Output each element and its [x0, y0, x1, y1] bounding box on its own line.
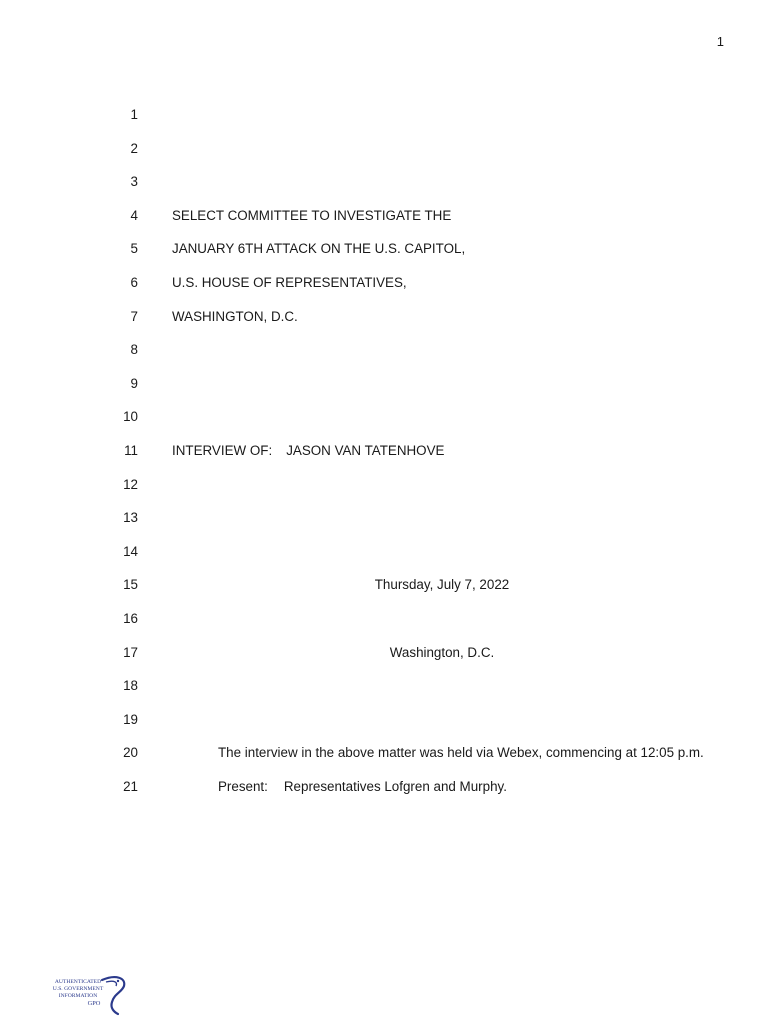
line-number: 9 [130, 375, 138, 391]
line-number: 20 [123, 745, 138, 761]
line-number: 14 [123, 543, 138, 559]
present-line [218, 776, 507, 798]
line-number: 8 [130, 342, 138, 358]
line-number: 1 [130, 107, 138, 122]
logo-text-4: GPO [87, 1000, 101, 1007]
transcript-line-6 [0, 272, 768, 306]
transcript-line-14 [0, 541, 768, 575]
transcript-line-5 [0, 238, 768, 272]
line-number: 16 [123, 610, 138, 626]
transcript-line-15 [0, 574, 768, 608]
transcript-line-17 [0, 642, 768, 676]
page-number: 1 [716, 34, 724, 49]
logo-text-1: AUTHENTICATED [54, 979, 102, 985]
logo-text-2: U.S. GOVERNMENT [52, 986, 104, 992]
interview-date: Thursday, July 7, 2022 [374, 577, 510, 593]
gpo-eagle-logo-icon [44, 972, 130, 1018]
transcript-line-7 [0, 306, 768, 340]
transcript-line-2 [0, 138, 768, 172]
transcript-body [0, 104, 768, 809]
present-members: Representatives Lofgren and Murphy. [283, 778, 507, 794]
transcript-line-19 [0, 709, 768, 743]
line-number: 3 [130, 174, 138, 190]
transcript-line-11 [0, 440, 768, 474]
transcript-line-20 [0, 742, 768, 776]
present-label: Present: [218, 778, 268, 794]
line-number: 11 [124, 442, 138, 458]
transcript-line-4 [0, 205, 768, 239]
transcript-line-21 [0, 776, 768, 810]
committee-title-line-1: SELECT COMMITTEE TO INVESTIGATE THE [172, 207, 452, 223]
line-number: 7 [130, 308, 138, 324]
line-number: 18 [123, 678, 138, 694]
interviewee-line [172, 440, 444, 462]
interview-location: Washington, D.C. [389, 644, 495, 660]
line-number: 4 [130, 207, 138, 223]
transcript-line-3 [0, 171, 768, 205]
transcript-line-13 [0, 507, 768, 541]
transcript-line-8 [0, 339, 768, 373]
committee-title-line-2: JANUARY 6TH ATTACK ON THE U.S. CAPITOL, [172, 241, 466, 257]
line-number: 17 [123, 644, 138, 660]
line-number: 15 [123, 577, 138, 593]
line-number: 6 [130, 274, 138, 290]
committee-title-line-3: U.S. HOUSE OF REPRESENTATIVES, [172, 274, 407, 290]
line-number: 10 [123, 409, 138, 425]
transcript-line-9 [0, 373, 768, 407]
interview-label: INTERVIEW OF: [172, 442, 273, 458]
transcript-line-18 [0, 675, 768, 709]
transcript-line-10 [0, 406, 768, 440]
committee-location: WASHINGTON, D.C. [172, 308, 298, 324]
line-number: 12 [123, 476, 138, 492]
line-number: 2 [130, 140, 138, 156]
line-number: 19 [123, 711, 138, 727]
line-number: 21 [123, 778, 138, 794]
line-number: 13 [123, 510, 138, 526]
transcript-line-16 [0, 608, 768, 642]
logo-text-3: INFORMATION [58, 993, 98, 999]
line-number: 5 [130, 241, 138, 257]
interview-statement: The interview in the above matter was held via Webex, commencing at 12:05 p.m. [218, 745, 704, 761]
transcript-line-12 [0, 474, 768, 508]
transcript-line-1 [0, 104, 768, 138]
interviewee-name: JASON VAN TATENHOVE [286, 442, 445, 458]
